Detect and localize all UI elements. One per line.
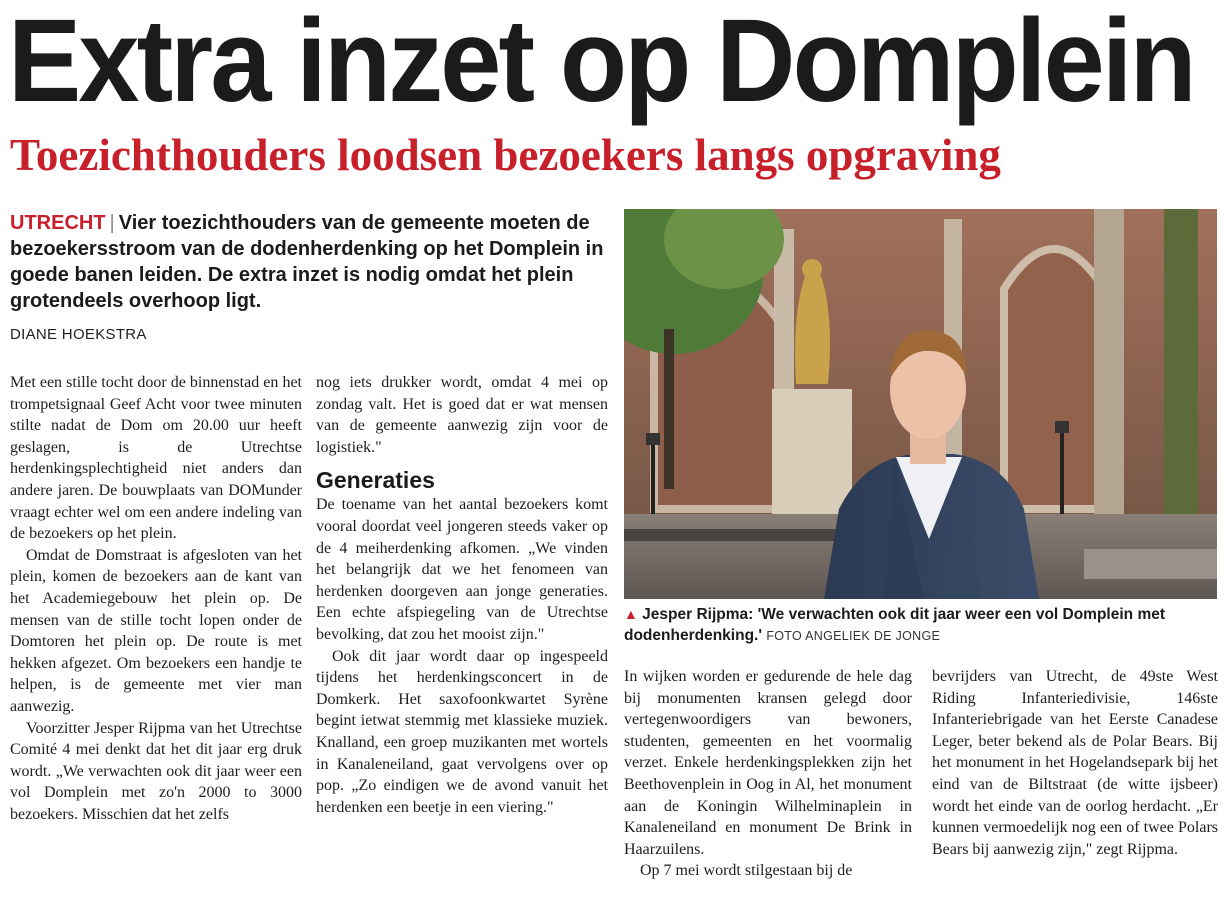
caption-name: Jesper Rijpma: <box>642 606 754 623</box>
caption-quote: 'We verwachten ook dit jaar weer een vol Domplein met dodenherdenking.' <box>624 606 1166 644</box>
intro-paragraph <box>10 210 610 314</box>
section-heading: Generaties <box>316 467 435 494</box>
article-column-1 <box>10 372 302 825</box>
headline: Extra inzet op Domplein <box>8 0 1194 127</box>
article-column-2 <box>316 372 608 818</box>
photo-caption <box>624 604 1220 647</box>
paragraph: De toename van het aantal bezoekers komt vooral doordat veel jongeren steeds vaker op de 4 meiherdenking afkomen. „We vinden het belangrijk dat we het fenomeen van herdenken doorgeven aan jonge generaties. Een echte afspiegeling van de Utrechtse bevolking, dat zou het mooist zijn." <box>316 496 608 643</box>
paragraph: Omdat de Domstraat is afgesloten van het plein, komen de bezoekers aan de kant van het Academiegebouw het plein op. De mensen van de stille tocht lopen onder de Domtoren het plein op. De route is met hekken afgezet. Om bezoekers een handje te helpen, is de gemeente met vier man aanwezig. <box>10 546 302 715</box>
paragraph: In wijken worden er gedurende de hele dag bij monumenten kransen gelegd door vertegenwoordigers van bewoners, studenten, gemeenten en het voormalig verzet. Enkele herdenkingsplekken zijn het Beethovenplein in Oog in Al, het monument aan de Koningin Wilhelminaplein in Kanaleneiland en monument De Brink in Haarzuilens. <box>624 668 912 858</box>
paragraph: Voorzitter Jesper Rijpma van het Utrechtse Comité 4 mei denkt dat het dit jaar erg druk wordt. „We verwachten ook dit jaar weer een vol Domplein met zo'n 2000 to 3000 bezoekers. Misschien dat het zelfs <box>10 719 302 823</box>
subheadline: Toezichthouders loodsen bezoekers langs opgraving <box>10 130 1001 180</box>
paragraph: bevrijders van Utrecht, de 49ste West Riding Infanteriedivisie, 146ste Infanteriebrigade van het Eerste Canadese Leger, beter bekend als de Polar Bears. Bij het monument in het Hogelandsepark bij het eind van de Biltstraat (de witte ijsbeer) wordt het einde van de oorlog herdacht. „Er kunnen vermoedelijk nog een of twee Polars Bears bij aanwezig zijn," zegt Rijpma. <box>932 668 1218 858</box>
paragraph: nog iets drukker wordt, omdat 4 mei op zondag valt. Het is goed dat er wat mensen van de gemeente aanwezig zijn voor de logistiek." <box>316 374 608 456</box>
byline: DIANE HOEKSTRA <box>10 326 147 343</box>
intro-text: Vier toezichthouders van de gemeente moeten de bezoekersstroom van de dodenherdenking op het Domplein in goede banen leiden. De extra inzet is nodig omdat het plein grotendeels overhoop ligt. <box>10 212 604 312</box>
paragraph: Ook dit jaar wordt daar op ingespeeld tijdens het herdenkingsconcert in de Domkerk. Het saxofoonkwartet Syrène begint ietwat stemmig met klassieke muziek. Knalland, een groep muzikanten met wortels in Kanaleneiland, gaat vervolgens over op pop. „Zo eindigen we de avond vanuit het herdenken een beetje in een viering." <box>316 647 608 816</box>
dateline-place: UTRECHT <box>10 212 106 234</box>
news-photo <box>624 209 1217 599</box>
article-column-3 <box>624 666 912 882</box>
photo-illustration <box>624 209 1217 599</box>
photo-credit: FOTO ANGELIEK DE JONGE <box>766 629 941 643</box>
article-column-4 <box>932 666 1218 860</box>
paragraph: Op 7 mei wordt stilgestaan bij de <box>640 862 853 880</box>
caption-triangle-icon: ▲ <box>624 606 638 622</box>
dateline-separator: | <box>109 212 115 234</box>
paragraph: Met een stille tocht door de binnenstad en het trompetsignaal Geef Acht voor twee minuten stilte nadat de Dom om 20.00 uur heeft geslagen, is de Utrechtse herdenkingsplechtigheid niet anders dan andere jaren. De bouwplaats van DOMunder vraagt echter wel om een andere indeling van de bezoekers op het plein. <box>10 374 302 543</box>
